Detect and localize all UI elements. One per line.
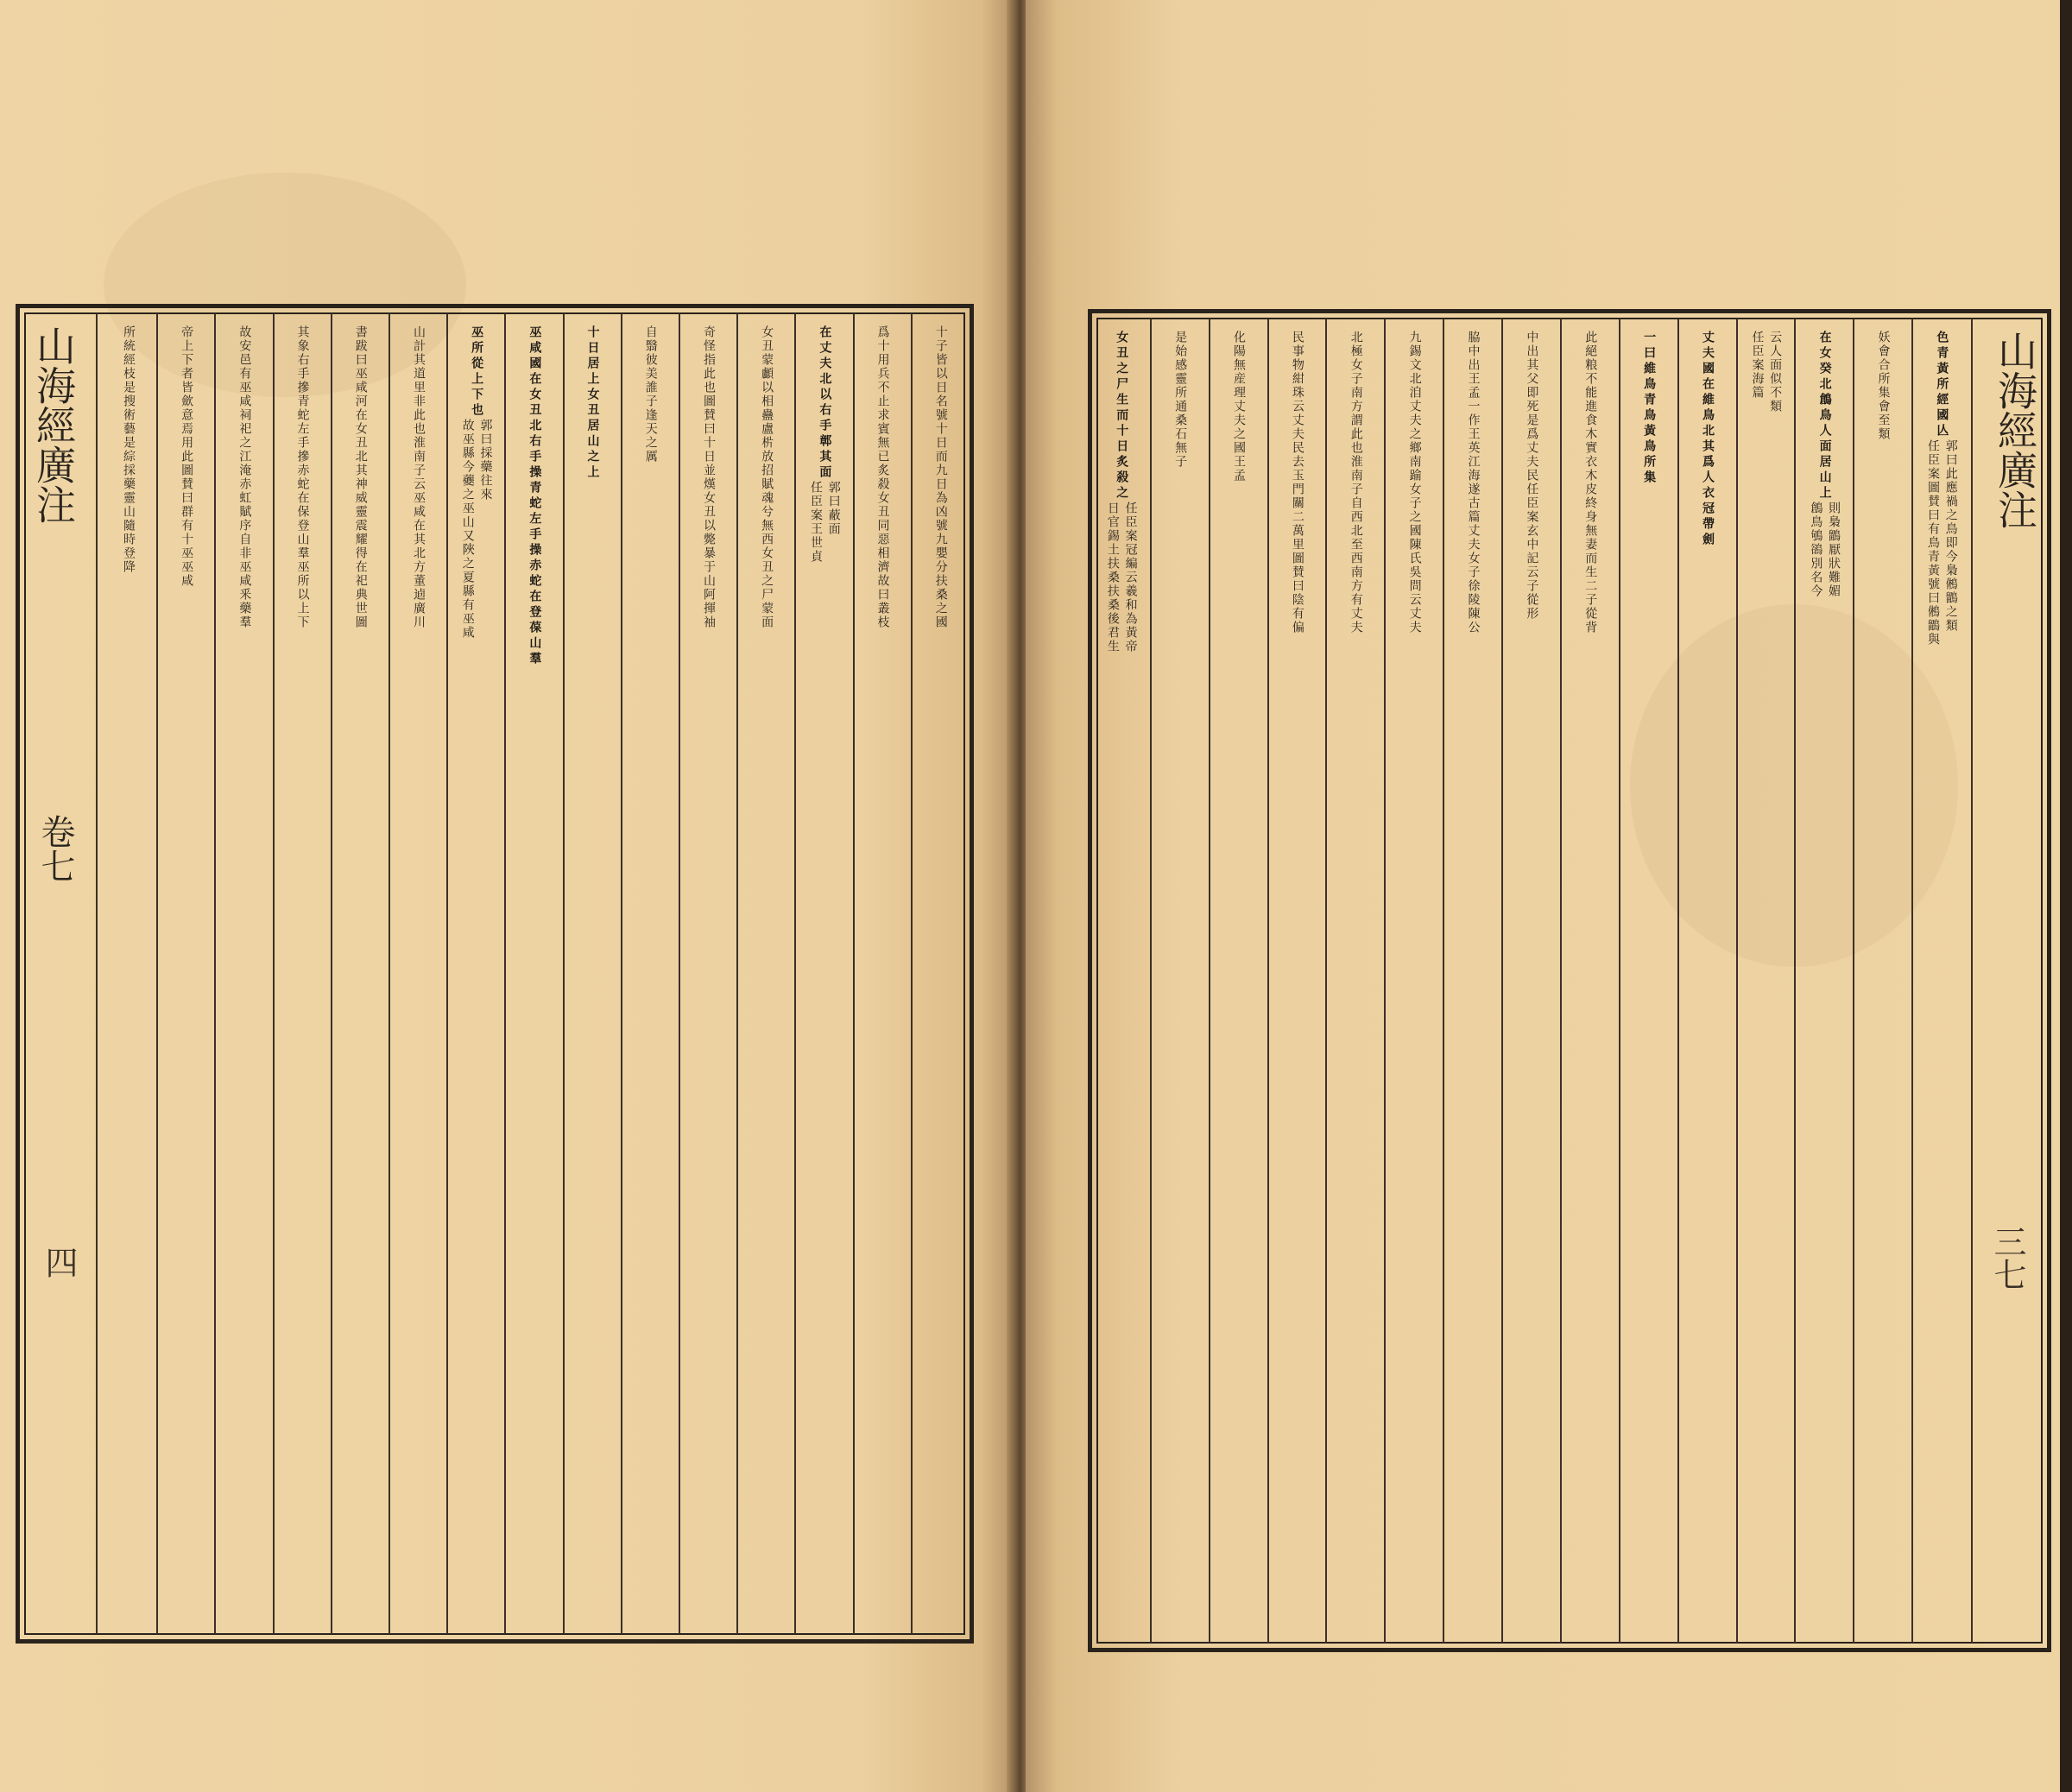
text-column (1443, 319, 1502, 1643)
commentary-pair (702, 325, 715, 629)
commentary-text: 任臣案王世貞 (808, 481, 823, 564)
text-column (215, 313, 273, 1634)
commentary-text: 此絕粮不能進食木實衣木皮終身無妻而生二子從背 (1583, 331, 1598, 634)
commentary-text: 民事物紺珠云丈夫民去玉門關二萬里圖賛曰陰有偏 (1290, 331, 1304, 634)
commentary-text: 則梟鶹厭狀難媚 (1827, 502, 1841, 598)
commentary-text: 郭曰採藥往來 (478, 419, 493, 502)
commentary-pair (238, 325, 251, 629)
commentary-text: 山計其道里非此也淮南子云巫咸在其北方董逌廣川 (411, 325, 426, 629)
commentary-text: 所統經枝是搜術藝是綜採藥靈山隨時登降 (121, 325, 136, 574)
text-column (1502, 319, 1561, 1643)
right-margin-title: 山海經廣注 (1992, 331, 2038, 529)
text-column (389, 313, 447, 1634)
text-column (679, 313, 737, 1634)
text-column (99, 313, 157, 1634)
main-text: 在女癸北鶬鳥人面居山上 (1817, 331, 1832, 502)
left-columns (99, 313, 970, 1634)
left-margin-strip (20, 313, 98, 1634)
commentary-pair (644, 325, 657, 464)
text-column (737, 313, 795, 1634)
commentary-pair (354, 325, 367, 629)
left-text-frame (16, 304, 974, 1644)
commentary-text: 九錫文北洎丈夫之鄉南踰女子之國陳氏吳問云丈夫 (1407, 331, 1422, 634)
commentary-text: 其象右手摻青蛇左手摻赤蛇在保登山羣巫所以上下 (295, 325, 310, 629)
left-page (0, 0, 1012, 1792)
right-text-frame (1088, 309, 2051, 1652)
commentary-pair (809, 481, 839, 564)
commentary-text: 日官錫土扶桑扶桑後君生 (1105, 502, 1120, 653)
right-columns (1092, 319, 1971, 1643)
right-margin-strip (1971, 319, 2047, 1643)
commentary-text: 郭曰蔽面 (826, 481, 841, 536)
commentary-pair (1584, 331, 1597, 634)
commentary-pair (1526, 331, 1538, 621)
text-column (1678, 319, 1737, 1643)
commentary-text: 女丑蒙顱以相蠱盧㭊放招賦魂兮無西女丑之尸蒙面 (760, 325, 774, 629)
commentary-pair (1349, 331, 1362, 634)
commentary-pair (1467, 331, 1480, 634)
main-text: 一曰維鳥青鳥黃鳥所集 (1642, 331, 1657, 486)
text-column (1268, 319, 1327, 1643)
text-column (795, 313, 853, 1634)
commentary-pair (1106, 502, 1136, 653)
commentary-pair (461, 419, 491, 640)
main-text: 丈夫國在維鳥北其爲人衣冠帶劍 (1700, 331, 1715, 548)
commentary-pair (296, 325, 309, 629)
commentary-pair (1877, 331, 1890, 441)
commentary-text: 化陽無産理丈夫之國王孟 (1232, 331, 1246, 483)
text-column (1385, 319, 1443, 1643)
commentary-pair (1751, 331, 1781, 413)
right-folio-number: 三七 (1988, 1225, 2026, 1290)
text-column (1092, 319, 1151, 1643)
commentary-text: 帝上下者皆歛意焉用此圖賛曰群有十巫巫咸 (180, 325, 194, 588)
commentary-text: 十子皆以日名號十日而九日為凶號九嬰分扶桑之國 (933, 325, 948, 629)
commentary-text: 妖會合所集會至類 (1876, 331, 1891, 441)
commentary-pair (1173, 331, 1186, 469)
text-column (1912, 319, 1971, 1643)
left-folio-number: 四 (40, 1246, 78, 1278)
commentary-pair (1810, 502, 1840, 598)
right-page (1026, 0, 2060, 1792)
commentary-text: 任臣案海篇 (1750, 331, 1765, 400)
commentary-text: 奇怪指此也圖賛曰十日並熯女丑以斃暴于山阿揮袖 (701, 325, 716, 629)
text-column (1795, 319, 1854, 1643)
main-text: 十日居上女丑居山之上 (585, 325, 600, 481)
commentary-pair (934, 325, 947, 629)
left-volume-label: 卷七 (35, 814, 75, 883)
text-column (912, 313, 970, 1634)
text-column (564, 313, 622, 1634)
text-column (854, 313, 912, 1634)
text-column (1854, 319, 1912, 1643)
commentary-pair (1408, 331, 1421, 634)
commentary-text: 北極女子南方謂此也淮南子自西北至西南方有丈夫 (1349, 331, 1363, 634)
text-column (157, 313, 215, 1634)
text-column (1151, 319, 1210, 1643)
main-text: 巫咸國在女丑北右手操青蛇左手操赤蛇在登葆山羣 (527, 325, 542, 667)
commentary-text: 任臣案冠編云羲和為黃帝 (1123, 502, 1138, 653)
main-text: 在丈夫北以右手鄣其面 (818, 325, 832, 481)
text-column (274, 313, 332, 1634)
commentary-text: 任臣案圖賛曰有鳥青黃號曰鵂鶹與 (1926, 439, 1941, 647)
text-column (622, 313, 679, 1634)
commentary-text: 故巫縣今虁之巫山又陜之夏縣有巫咸 (460, 419, 475, 640)
commentary-pair (1232, 331, 1245, 483)
commentary-text: 自翳彼美誰子逢天之厲 (643, 325, 658, 464)
text-column (1561, 319, 1620, 1643)
commentary-text: 脇中出王孟一作王英江海遂古篇丈夫女子徐陵陳公 (1466, 331, 1481, 634)
text-column (447, 313, 505, 1634)
commentary-text: 故安邑有巫咸祠祀之江淹赤虹賦序自非巫咸釆藥羣 (237, 325, 252, 629)
text-column (1326, 319, 1385, 1643)
commentary-text: 鶬鳥鴝鵒別名今 (1809, 502, 1823, 598)
commentary-pair (180, 325, 193, 588)
text-column (1210, 319, 1268, 1643)
commentary-pair (1291, 331, 1304, 634)
main-text: 色青黃所經國亾 (1935, 331, 1949, 439)
text-column (1737, 319, 1796, 1643)
commentary-pair (760, 325, 773, 629)
commentary-text: 云人面似不類 (1768, 331, 1783, 413)
commentary-text: 是始感靈所通桑石無子 (1173, 331, 1188, 469)
commentary-text: 郭曰此應禍之鳥即今梟鵂鶹之類 (1943, 439, 1958, 633)
left-margin-title: 山海經廣注 (30, 325, 77, 524)
commentary-pair (1926, 439, 1956, 647)
text-column (1620, 319, 1678, 1643)
commentary-pair (412, 325, 425, 629)
commentary-text: 爲十用兵不止求賓無已炙殺女丑同惡相濟故曰叢枝 (875, 325, 890, 629)
commentary-text: 中出其父即死是爲丈夫民任臣案玄中記云子從形 (1525, 331, 1539, 621)
text-column (505, 313, 563, 1634)
commentary-text: 書跋曰巫咸河在女丑北其神威靈震耀得在祀典世圖 (353, 325, 368, 629)
text-column (332, 313, 389, 1634)
commentary-pair (876, 325, 889, 629)
main-text: 巫所從上下也 (470, 325, 484, 419)
main-text: 女丑之尸生而十日炙殺之 (1115, 331, 1129, 502)
commentary-pair (122, 325, 135, 574)
